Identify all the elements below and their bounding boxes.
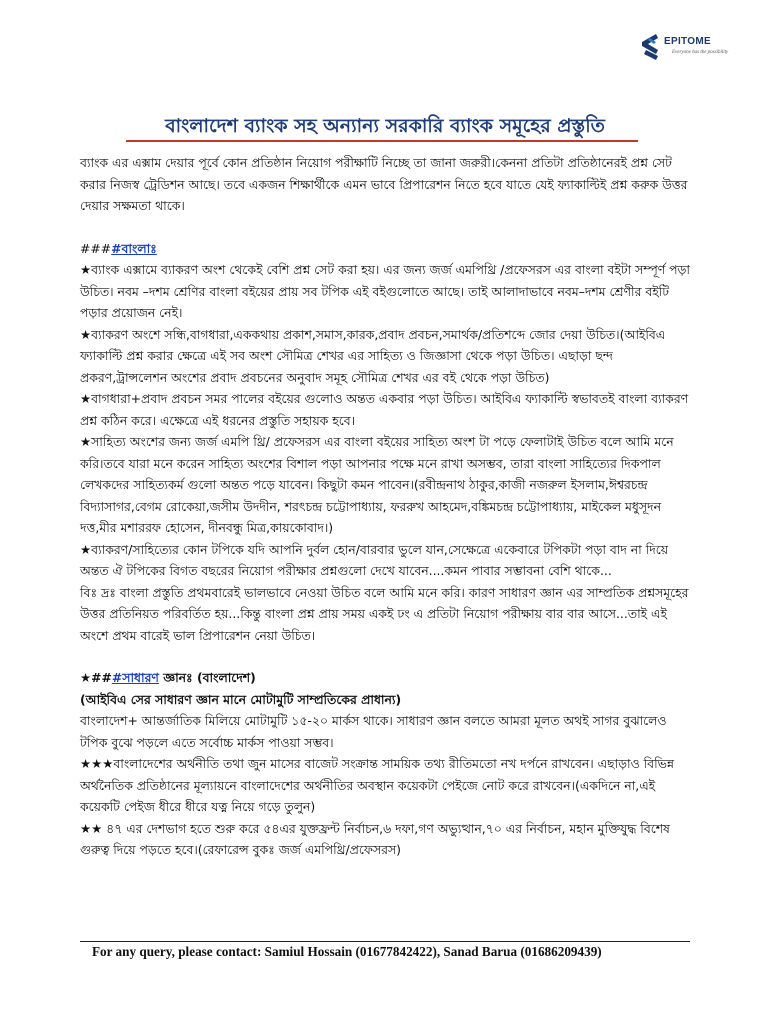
- bangla-heading-link[interactable]: #বাংলাঃ: [111, 240, 157, 256]
- bangla-heading: [80, 238, 690, 260]
- gk-heading-rest: জ্ঞানঃ (বাংলাদেশ): [158, 670, 256, 685]
- bangla-paragraph: ★ব্যাংক এক্সামে ব্যাকরণ অংশ থেকেই বেশি প্রশ্ন সেট করা হয়। এর জন্য জর্জ এমপিথ্রি /প্রফেসরস এর বাংলা বইটা সম্পূর্ণ পড়া উচিত। নবম –দশম শ্রেণির বাংলা বইয়ের প্রায় সব টপিক এই বইগুলোতে আছে। তাই আলাদাভাবে নবম–দশম শ্রেণীর বইটি পড়ার প্রয়োজন নেই।: [80, 262, 690, 320]
- title-underline: [126, 140, 638, 142]
- bangla-paragraph: ★ব্যাকরণ অংশে সন্ধি,বাগধারা,এককথায় প্রকাশ,সমাস,কারক,প্রবাদ প্রবচন,সমার্থক/প্রতিশব্দে জোর দেয়া উচিত।(আইবিএ ফ্যাকাল্টি প্রশ্ন করার ক্ষেত্রে এই সব অংশ সৌমিত্র শেখর এর সাহিত্য ও জিজ্ঞাসা থেকে পড়া উচিত। এছাড়া ছন্দ প্রকরণ,ট্রান্সলেশন অংশের প্রবাদ প্রবচনের অনুবাদ সমূহ সৌমিত্র শেখর এর বই থেকে পড়া উচিত): [80, 326, 666, 385]
- logo-tagline: Everyone has the possibility: [672, 50, 729, 55]
- intro-paragraph: ব্যাংক এর এক্সাম দেয়ার পূর্বে কোন প্রতিষ্ঠান নিয়োগ পরীক্ষাটি নিচ্ছে তা জানা জরুরী।কেননা প্রতিটা প্রতিষ্ঠানেরই প্রশ্ন সেট করার নিজস্ব ট্রেডিশন আছে। তবে একজন শিক্ষার্থীকে এমন ভাবে প্রিপারেশন নিতে হবে যাতে যেই ফ্যাকাল্টিই প্রশ্ন করুক উত্তর দেয়ার সক্ষমতা থাকে।: [80, 155, 688, 213]
- bangla-note-paragraph: বিঃ দ্রঃ বাংলা প্রস্তুতি প্রথমবারেই ভালভাবে নেওয়া উচিত বলে আমি মনে করি। কারণ সাধারণ জ্ঞান এর সাম্প্রতিক প্রশ্নসমূহের উত্তর প্রতিনিয়ত পরিবর্তিত হয়...কিন্তু বাংলা প্রশ্ন প্রায় সময় একই ঢং এ প্রতিটা নিয়োগ পরীক্ষায় বার বার আসে...তাই এই অংশে প্রথম বারেই ভাল প্রিপারেশন নেয়া উচিত।: [80, 584, 689, 643]
- bangla-paragraph: ★সাহিত্য অংশের জন্য জর্জ এমপি থ্রি/ প্রফেসরস এর বাংলা বইয়ের সাহিত্য অংশ টা পড়ে ফেলাটাই উচিত বলে আমি মনে করি।তবে যারা মনে করেন সাহিত্য অংশের বিশাল পড়া আপনার পক্ষে মনে রাখা অসম্ভব, তারা বাংলা সাহিত্যের দিকপাল লেখকদের সাহিত্যকর্ম গুলো অন্তত পড়ে যাবেন। কিছুটা কমন পাবেন।(রবীন্দ্রনাথ ঠাকুর,কাজী নজরুল ইসলাম,ঈশ্বরচন্দ্র বিদ্যাসাগর,বেগম রোকেয়া,জসীম উদদীন, শরৎচন্দ্র চট্টোপাধ্যায়, ফররুখ আহমেদ,বঙ্কিমচন্দ্র চট্টোপাধ্যায়, মাইকেল মধুসূদন দত্ত,মীর মশাররফ হোসেন, দীনবন্ধু মিত্র,কায়কোবাদ।): [80, 434, 674, 535]
- document-body: [80, 152, 690, 861]
- bangla-heading-prefix: ###: [80, 240, 112, 256]
- gk-subheading: (আইবিএ সের সাধারণ জ্ঞান মানে মোটামুটি সাম্প্রতিকের প্রাধান্য): [80, 691, 402, 707]
- gk-heading-prefix: ★##: [80, 670, 112, 685]
- gk-heading-link[interactable]: #সাধারণ: [111, 670, 159, 685]
- footer-divider: [80, 941, 690, 942]
- gk-paragraph: বাংলাদেশ+ আন্তর্জাতিক মিলিয়ে মোটামুটি ১৫-২০ মার্কস থাকে। সাধারণ জ্ঞান বলতে আমরা মূলত অথই সাগর বুঝালেও টপিক বুঝে পড়লে এতে সর্বোচ্চ মার্কস পাওয়া সম্ভব।: [80, 713, 667, 750]
- bangla-paragraph: ★বাগধারা+প্রবাদ প্রবচন সমর পালের বইয়ের গুলোও অন্তত একবার পড়া উচিত। আইবিএ ফ্যাকাল্টি স্বভাবতই বাংলা ব্যাকরণ প্রশ্ন কঠিন করে। এক্ষেত্রে এই ধরনের প্রস্তুতি সহায়ক হবে।: [80, 391, 689, 428]
- logo-name: EPITOME: [664, 36, 711, 47]
- gk-paragraph: ★★★বাংলাদেশের অর্থনীতি তথা জুন মাসের বাজেট সংক্রান্ত সাময়িক তথ্য রীতিমতো নখ দর্পনে রাখবেন। এছাড়াও বিভিন্ন অর্থনৈতিক প্রতিষ্ঠানের মূল্যায়নে বাংলাদেশের অর্থনীতির অবস্থান কয়েকটা পেইজে নোট করে রাখবেন।(একদিনে না,এই কয়েকটি পেইজ ধীরে ধীরে যত্ন নিয়ে গড়ে তুলুন): [80, 756, 674, 814]
- bangla-paragraph: ★ব্যাকরণ/সাহিত্যের কোন টপিকে যদি আপনি দুর্বল হোন/বারবার ভুলে যান,সেক্ষেত্রে একেবারে টপিকটা পড়া বাদ না দিয়ে অন্তত ঐ টপিকের বিগত বছরের নিয়োগ পরীক্ষার প্রশ্নগুলো দেখে যাবেন....কমন পাবার সম্ভাবনা বেশি থাকে...: [80, 541, 669, 578]
- spacer: [80, 646, 690, 667]
- footer-contact: For any query, please contact: Samiul Hossain (01677842422), Sanad Barua (01686209439): [92, 944, 602, 959]
- gk-paragraph: ★★ ৪৭ এর দেশভাগ হতে শুরু করে ৫৪এর যুক্তফ্রন্ট নির্বাচন,৬ দফা,গণ অভ্যুত্থান,৭০ এর নির্বাচন, মহান মুক্তিযুদ্ধ বিশেষ গুরুত্ব দিয়ে পড়তে হবে।(রেফারেন্স বুকঃ জর্জ এমপিথ্রি/প্রফেসরস): [80, 820, 670, 857]
- spacer: [80, 217, 690, 238]
- page-title: বাংলাদেশ ব্যাংক সহ অন্যান্য সরকারি ব্যাংক সমূহের প্রস্তুতি: [165, 115, 605, 137]
- gk-heading: [80, 667, 690, 689]
